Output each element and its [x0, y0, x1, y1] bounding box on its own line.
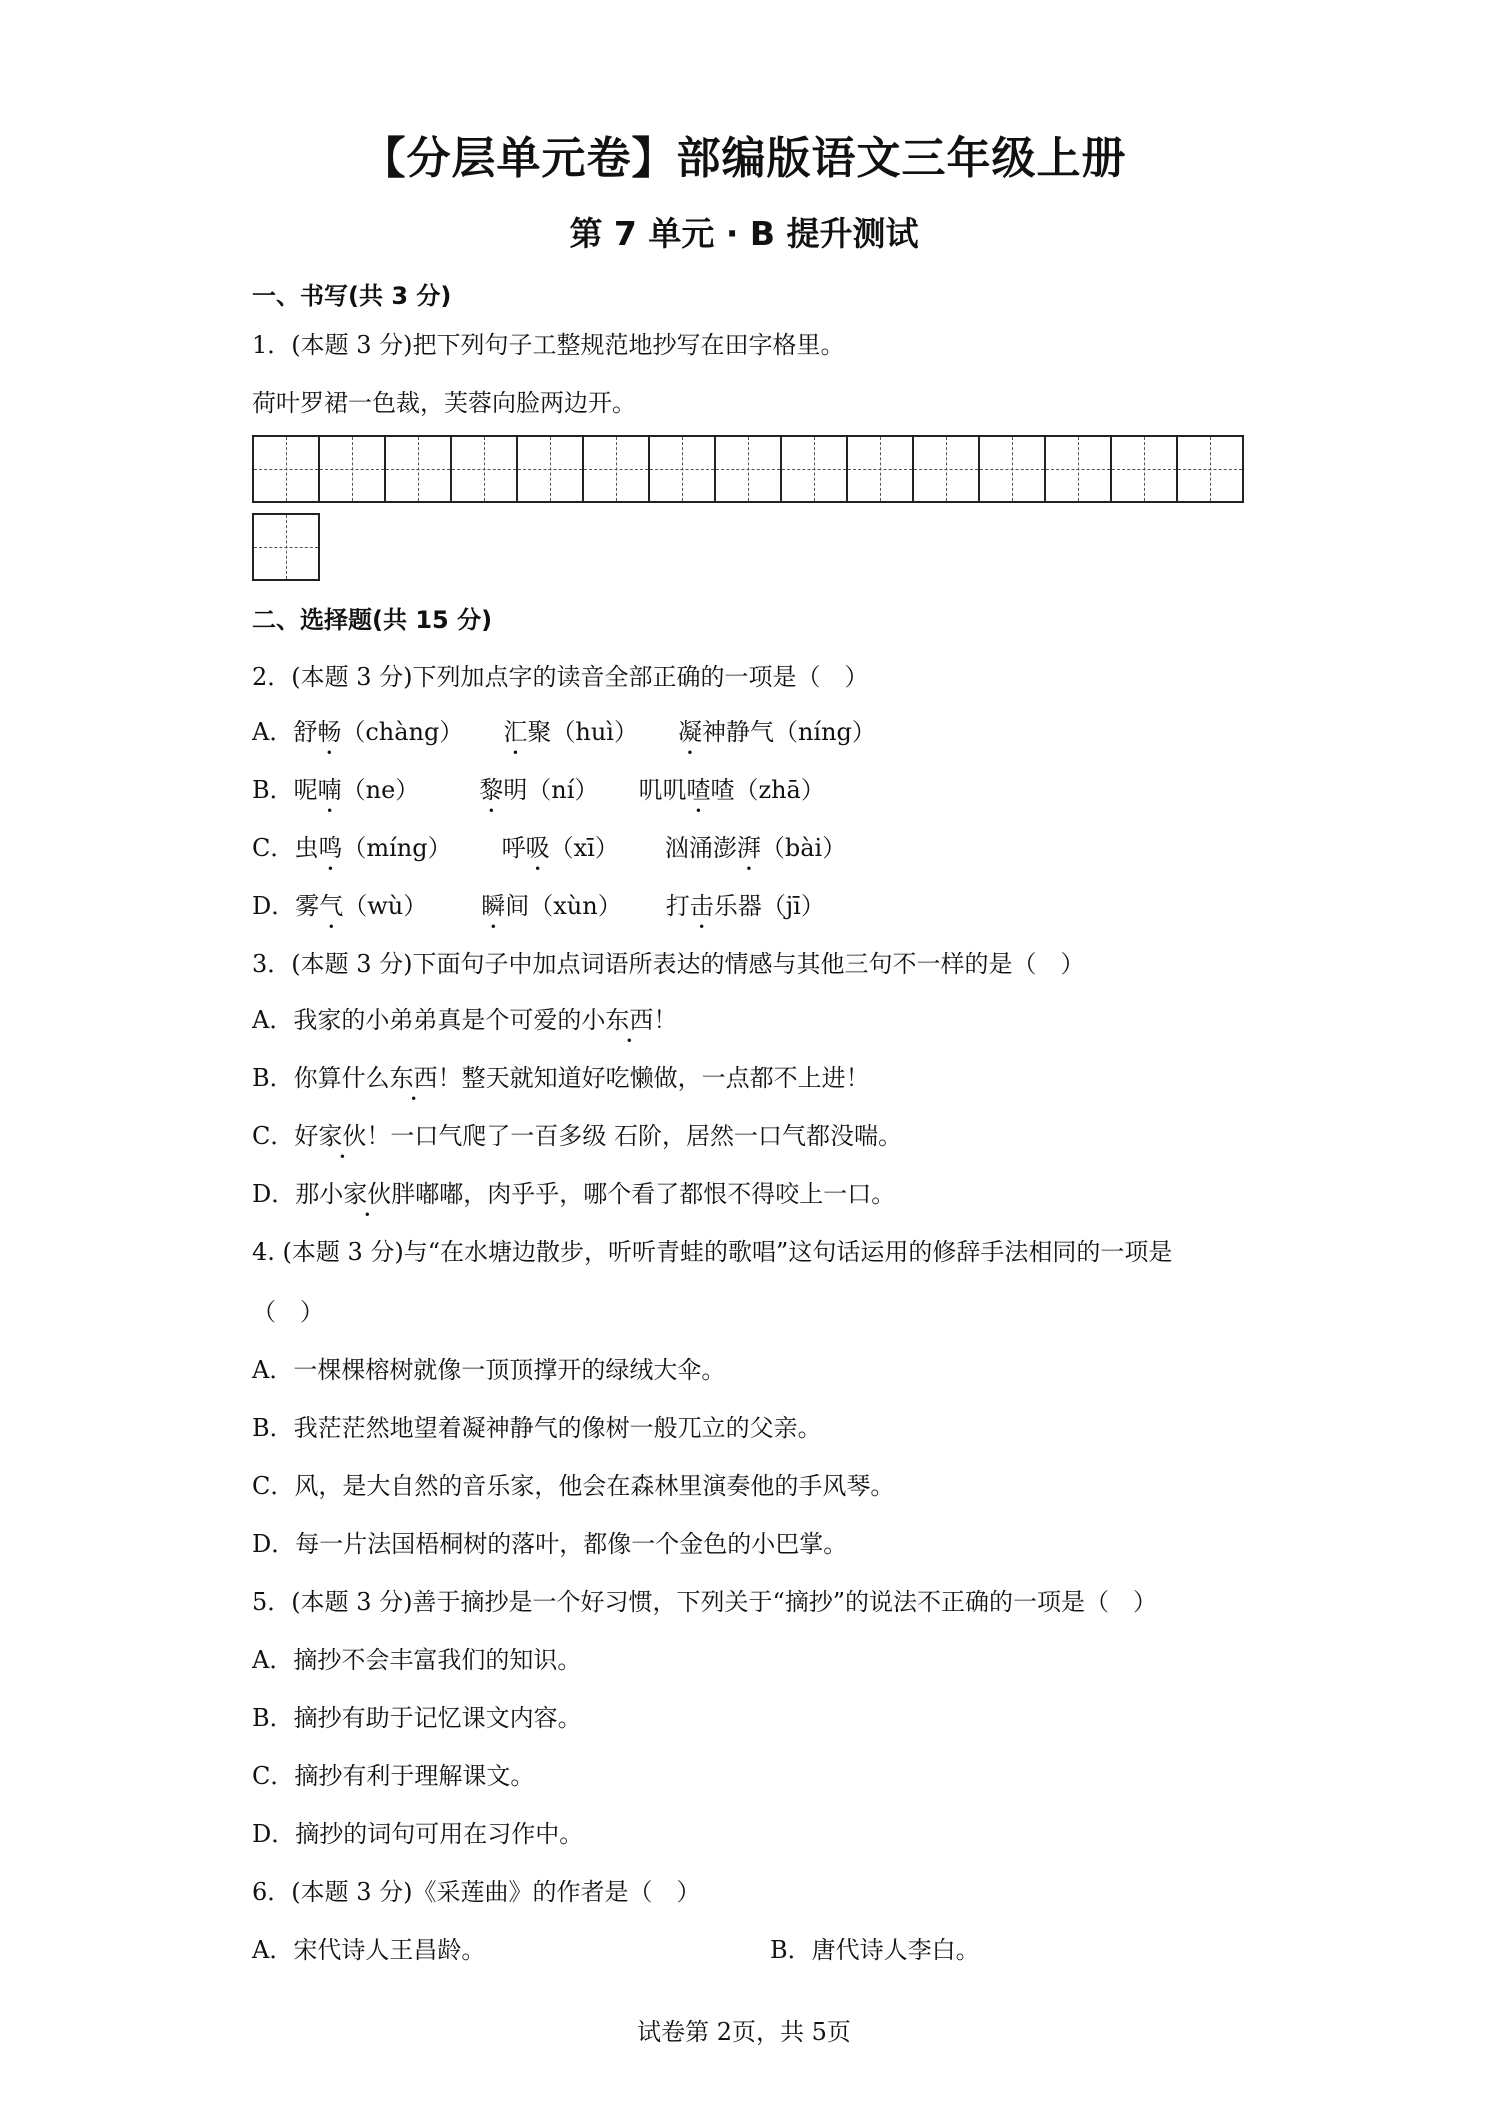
tianzige-cell[interactable]	[384, 435, 452, 503]
option-text: ！	[653, 1006, 678, 1034]
option-text: 叽叽	[638, 776, 687, 804]
option-text: 乐器（jī）	[713, 892, 825, 920]
dotted-char: 瞬	[481, 892, 506, 920]
option-text: B．呢	[252, 776, 318, 804]
tianzige-grid-row-1	[252, 435, 1244, 503]
dotted-char: 湃	[736, 834, 761, 862]
option-text: 胖嘟嘟，肉乎乎，哪个看了都恨不得咬上一口。	[391, 1180, 896, 1208]
question-3-stem: 3．(本题 3 分)下面句子中加点词语所表达的情感与其他三句不一样的是（ ）	[252, 950, 1085, 978]
tianzige-cell[interactable]	[780, 435, 848, 503]
dotted-char: 鸣	[318, 834, 343, 862]
dotted-word: 家伙	[343, 1180, 392, 1208]
question-6-option-b[interactable]: B．唐代诗人李白。	[770, 1936, 980, 1964]
dotted-word: 东西	[389, 1064, 438, 1092]
question-4-option-b[interactable]: B．我茫茫然地望着凝神静气的像树一般兀立的父亲。	[252, 1414, 822, 1442]
question-4-option-c[interactable]: C．风，是大自然的音乐家，他会在森林里演奏他的手风琴。	[252, 1472, 895, 1500]
tianzige-cell[interactable]	[912, 435, 980, 503]
option-text: 汹涌澎	[664, 834, 737, 862]
tianzige-cell[interactable]	[846, 435, 914, 503]
question-2-option-a[interactable]	[252, 712, 876, 747]
option-text: D．雾	[252, 892, 320, 920]
tianzige-cell[interactable]	[978, 435, 1046, 503]
tianzige-cell[interactable]	[318, 435, 386, 503]
dotted-char: 吸	[525, 834, 550, 862]
option-text: C．好	[252, 1122, 319, 1150]
option-text: 神静气（níng）	[701, 718, 876, 746]
option-text: C．虫	[252, 834, 319, 862]
option-text: 打	[665, 892, 690, 920]
page-title: 【分层单元卷】部编版语文三年级上册	[361, 133, 1127, 184]
section-heading-choice: 二、选择题(共 15 分)	[252, 606, 493, 634]
tianzige-grid-row-2	[252, 513, 320, 581]
question-5-option-a[interactable]: A．摘抄不会丰富我们的知识。	[252, 1646, 582, 1674]
question-5-option-b[interactable]: B．摘抄有助于记忆课文内容。	[252, 1704, 582, 1732]
tianzige-cell[interactable]	[450, 435, 518, 503]
page-subtitle: 第 7 单元 · B 提升测试	[569, 214, 919, 253]
tianzige-cell[interactable]	[648, 435, 716, 503]
question-3-option-b[interactable]	[252, 1058, 870, 1093]
tianzige-cell[interactable]	[252, 435, 320, 503]
option-text: ！一口气爬了一百多级 石阶，居然一口气都没喘。	[366, 1122, 903, 1150]
tianzige-cell[interactable]	[1110, 435, 1178, 503]
option-text: 聚（huì）	[527, 718, 638, 746]
dotted-char: 击	[689, 892, 714, 920]
dotted-char: 喃	[317, 776, 342, 804]
dotted-char: 凝	[677, 718, 702, 746]
question-2-option-d[interactable]	[252, 886, 825, 921]
question-3-option-c[interactable]	[252, 1116, 902, 1151]
option-text: 明（ní）	[503, 776, 599, 804]
question-3-option-a[interactable]	[252, 1000, 677, 1035]
dotted-char: 气	[319, 892, 344, 920]
section-heading-writing: 一、书写(共 3 分)	[252, 282, 452, 310]
option-text: （bài）	[760, 834, 847, 862]
question-5-stem: 5．(本题 3 分)善于摘抄是一个好习惯，下列关于“摘抄”的说法不正确的一项是（ ）	[252, 1588, 1158, 1616]
option-text: ！整天就知道好吃懒做，一点都不上进！	[437, 1064, 870, 1092]
question-6-option-a[interactable]: A．宋代诗人王昌龄。	[252, 1936, 486, 1964]
tianzige-cell[interactable]	[1044, 435, 1112, 503]
tianzige-cell[interactable]	[714, 435, 782, 503]
dotted-char: 黎	[479, 776, 504, 804]
tianzige-cell[interactable]	[582, 435, 650, 503]
option-text: （wù）	[343, 892, 428, 920]
question-5-option-c[interactable]: C．摘抄有利于理解课文。	[252, 1762, 535, 1790]
option-text: 喳（zhā）	[710, 776, 825, 804]
option-text: （míng）	[342, 834, 452, 862]
question-2-stem: 2．(本题 3 分)下列加点字的读音全部正确的一项是（ ）	[252, 663, 869, 691]
option-text: （ne）	[341, 776, 420, 804]
question-1-sentence: 荷叶罗裙一色裁，芙蓉向脸两边开。	[252, 389, 636, 417]
dotted-char: 喳	[686, 776, 711, 804]
question-6-stem: 6．(本题 3 分)《采莲曲》的作者是（ ）	[252, 1878, 701, 1906]
tianzige-cell[interactable]	[252, 513, 320, 581]
question-5-option-d[interactable]: D．摘抄的词句可用在习作中。	[252, 1820, 584, 1848]
question-4-option-d[interactable]: D．每一片法国梧桐树的落叶，都像一个金色的小巴掌。	[252, 1530, 848, 1558]
question-2-option-b[interactable]	[252, 770, 825, 805]
dotted-char: 畅	[317, 718, 342, 746]
question-4-answer-paren: （ ）	[252, 1298, 324, 1326]
tianzige-cell[interactable]	[1176, 435, 1244, 503]
option-text: B．你算什么	[252, 1064, 390, 1092]
option-text: A．我家的小弟弟真是个可爱的小	[252, 1006, 606, 1034]
question-1-stem: 1．(本题 3 分)把下列句子工整规范地抄写在田字格里。	[252, 331, 845, 359]
option-text: （xī）	[549, 834, 619, 862]
dotted-char: 汇	[503, 718, 528, 746]
question-4-stem: 4. (本题 3 分)与“在水塘边散步，听听青蛙的歌唱”这句话运用的修辞手法相同的一项是	[252, 1238, 1173, 1266]
option-text: 间（xùn）	[505, 892, 622, 920]
question-4-option-a[interactable]: A．一棵棵榕树就像一顶顶撑开的绿绒大伞。	[252, 1356, 726, 1384]
dotted-word: 家伙	[318, 1122, 367, 1150]
tianzige-cell[interactable]	[516, 435, 584, 503]
option-text: （chàng）	[341, 718, 464, 746]
option-text: 呼	[501, 834, 526, 862]
option-text: A．舒	[252, 718, 318, 746]
dotted-word: 东西	[605, 1006, 654, 1034]
question-2-option-c[interactable]	[252, 828, 846, 863]
option-text: D．那小	[252, 1180, 344, 1208]
page-footer: 试卷第 2页，共 5页	[637, 2018, 851, 2046]
question-3-option-d[interactable]	[252, 1174, 895, 1209]
